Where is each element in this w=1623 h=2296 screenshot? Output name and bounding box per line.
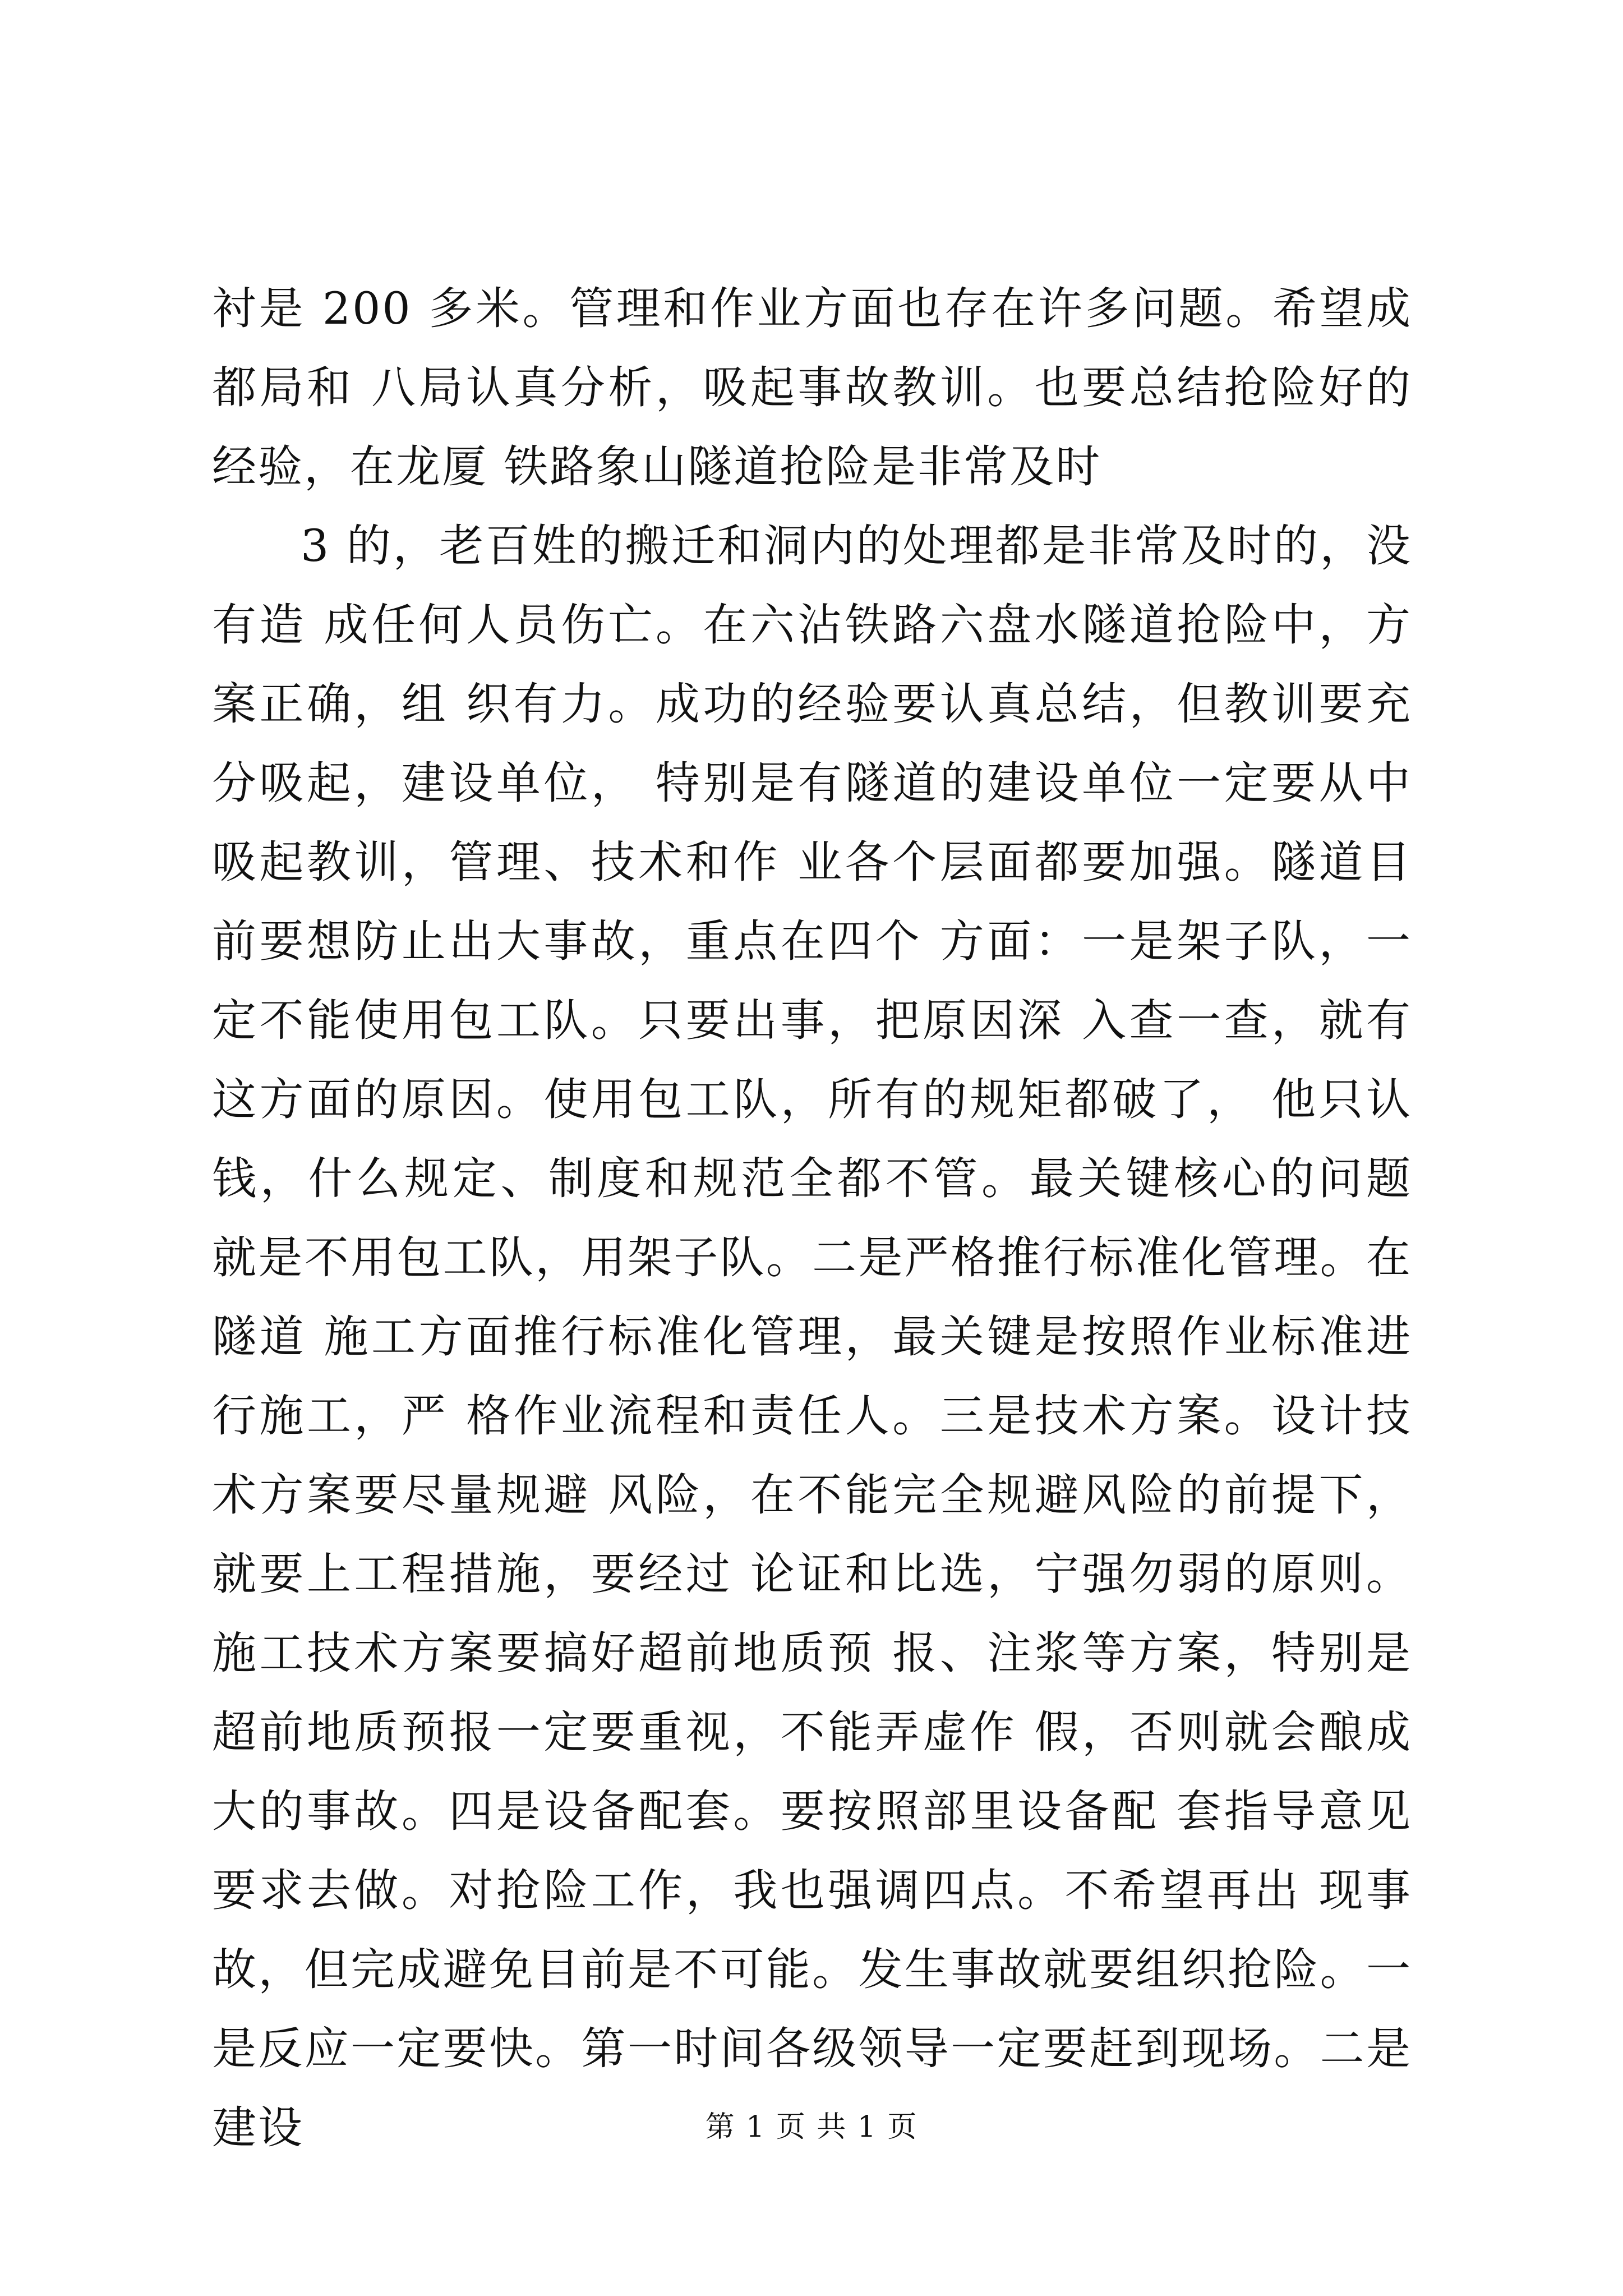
text-line: 就是不用包工队，用架子队。二是严格推行标准化管理。在隧道 xyxy=(212,1232,1412,1363)
text-line: 他只认钱，什么规定、制度和规范全都不管。最关键核心的问题 xyxy=(212,1074,1412,1204)
document-body xyxy=(212,269,1412,2168)
text-line: 假，否则就会酿成大的事故。四是设备配套。要按照部里设备配 xyxy=(212,1706,1412,1837)
text-line: 特别是有隧道的建设单位一定要从中吸起教训，管理、技术和作 xyxy=(212,757,1413,888)
paragraph-1 xyxy=(212,269,1412,507)
text-line: 方面：一是架子队，一定不能使用包工队。只要出事，把原因深 xyxy=(212,915,1412,1046)
text-line: 织有力。成功的经验要认真总结，但教训要充分吸起，建设单位， xyxy=(212,678,1412,809)
text-line: 3 的，老百姓的搬迁和洞内的处理都是非常及时的，没有造 xyxy=(212,520,1412,651)
text-line: 衬是 200 多米。管理和作业方面也存在许多问题。希望成都局和 xyxy=(212,283,1412,413)
text-line: 八局认真分析，吸起事故教训。也要总结抢险好的经验，在龙厦 xyxy=(212,362,1413,493)
text-line: 套指导意见要求去做。对抢险工作，我也强调四点。不希望再出 xyxy=(212,1786,1412,1916)
text-line: 格作业流程和责任人。三是技术方案。设计技术方案要尽量规避 xyxy=(212,1390,1412,1521)
text-line: 报、注浆等方案，特别是超前地质预报一定要重视，不能弄虚作 xyxy=(212,1627,1413,1758)
page-number-label: 第 1 页 共 1 页 xyxy=(705,2110,918,2144)
text-line: 入查一查，就有这方面的原因。使用包工队，所有的规矩都破了， xyxy=(212,995,1413,1125)
paragraph-2 xyxy=(212,507,1412,2168)
text-line: 业各个层面都要加强。隧道目前要想防止出大事故，重点在四个 xyxy=(212,836,1412,967)
text-line: 施工方面推行标准化管理，最关键是按照作业标准进行施工，严 xyxy=(212,1311,1412,1442)
text-line: 铁路象山隧道抢险是非常及时 xyxy=(504,441,1102,493)
page-footer xyxy=(0,2110,1623,2144)
text-line: 风险，在不能完全规避风险的前提下，就要上工程措施，要经过 xyxy=(212,1469,1413,1600)
text-line: 论证和比选，宁强勿弱的原则。施工技术方案要搞好超前地质预 xyxy=(212,1548,1413,1679)
text-line: 成任何人员伤亡。在六沾铁路六盘水隧道抢险中，方案正确，组 xyxy=(212,599,1412,730)
text-line: 现事故，但完成避免目前是不可能。发生事故就要组织抢险。一 xyxy=(212,1865,1413,1995)
text-line: 是反应一定要快。第一时间各级领导一定要赶到现场。二是建设 xyxy=(212,2023,1412,2154)
